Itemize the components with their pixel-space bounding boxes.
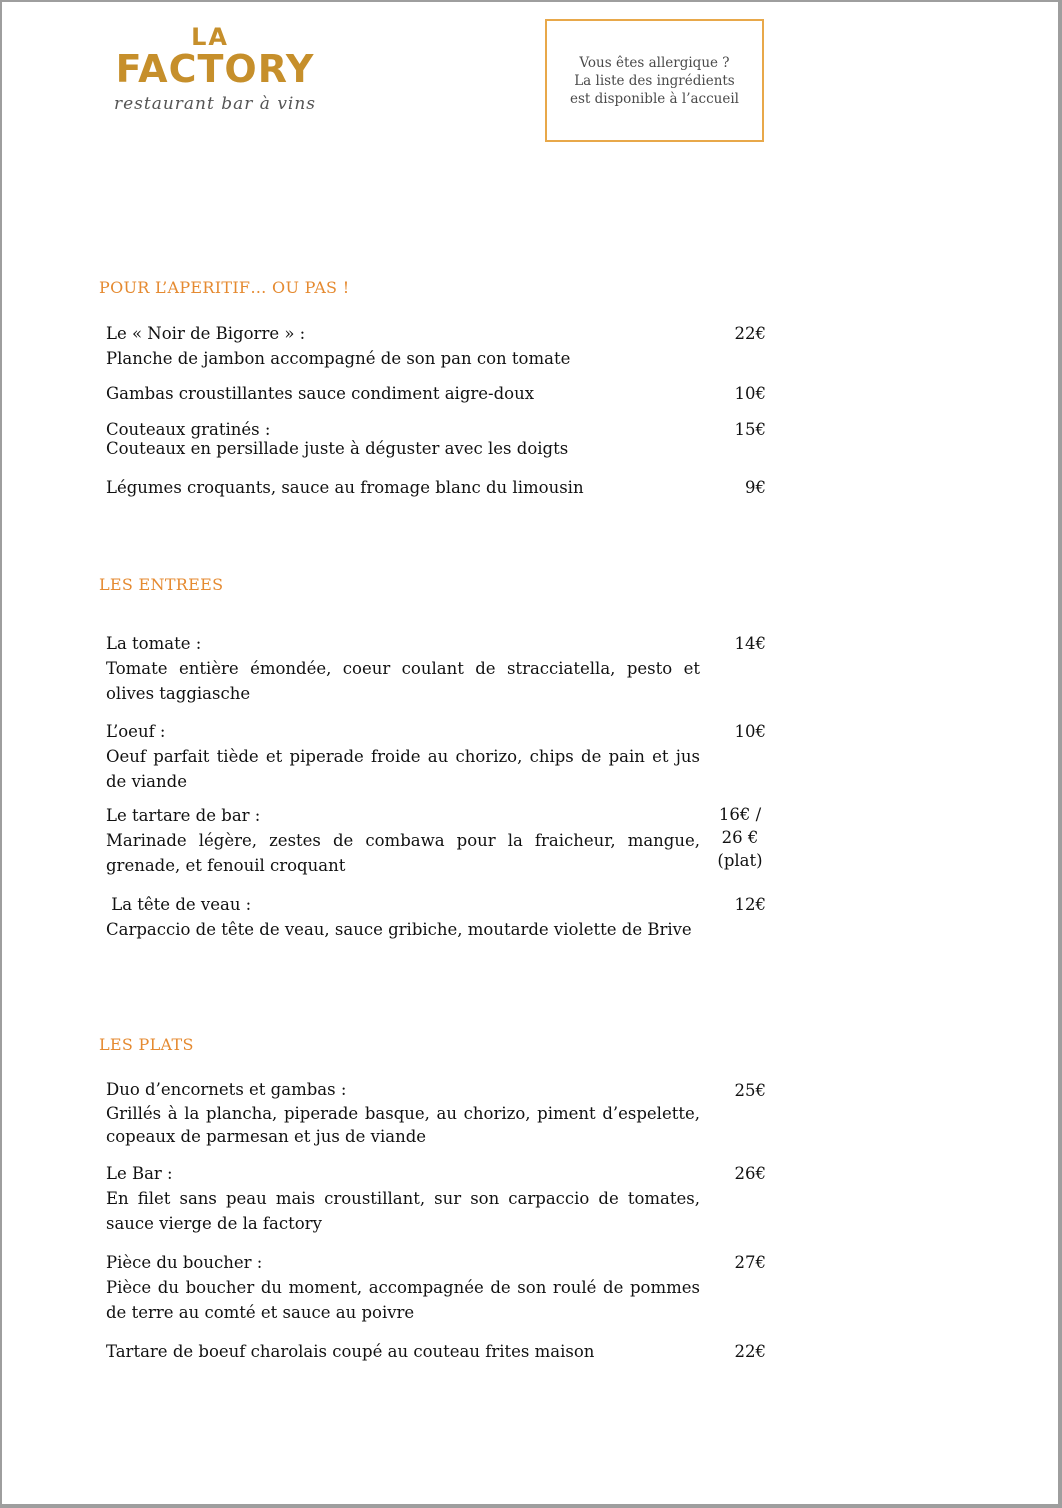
item-price: 12€ — [734, 895, 766, 914]
item-price: 14€ — [734, 634, 766, 653]
item-description: Couteaux en persillade juste à déguster avec les doigts — [106, 439, 569, 458]
item-price: 27€ — [734, 1253, 766, 1272]
item-description: Oeuf parfait tiède et piperade froide au chorizo, chips de pain et jus de viande — [106, 747, 700, 791]
menu-item — [106, 475, 766, 500]
item-description: Planche de jambon accompagné de son pan con tomate — [106, 349, 571, 368]
item-name: Pièce du boucher : — [106, 1253, 263, 1272]
item-price: 25€ — [734, 1081, 766, 1100]
item-description: Pièce du boucher du moment, accompagnée de son roulé de pommes de terre au comté et sauce au poivre — [106, 1278, 700, 1322]
item-price — [710, 803, 770, 872]
allergy-notice-line: La liste des ingrédients — [574, 72, 735, 89]
restaurant-logo — [102, 24, 328, 126]
item-name: Légumes croquants, sauce au fromage blanc du limousin — [106, 478, 584, 497]
item-name: Couteaux gratinés : — [106, 420, 271, 439]
allergy-notice — [545, 19, 764, 142]
item-name: Duo d’encornets et gambas : — [106, 1080, 347, 1099]
item-description: Tomate entière émondée, coeur coulant de stracciatella, pesto et olives taggiasche — [106, 659, 700, 703]
allergy-notice-line: est disponible à l’accueil — [570, 90, 739, 107]
item-name: Gambas croustillantes sauce condiment aigre-doux — [106, 384, 535, 403]
item-name: Le « Noir de Bigorre » : — [106, 324, 306, 343]
logo-line-2: FACTORY — [115, 47, 315, 91]
menu-item — [106, 892, 766, 942]
menu-item — [106, 381, 766, 406]
logo-line-1: LA — [191, 23, 229, 51]
section-title-plats: LES PLATS — [99, 1035, 194, 1054]
item-price: 22€ — [734, 1342, 766, 1361]
item-price: 10€ — [734, 722, 766, 741]
menu-item — [106, 803, 766, 878]
menu-page — [2, 2, 1058, 1504]
item-description: Marinade légère, zestes de combawa pour la fraicheur, mangue, grenade, et fenouil croquant — [106, 831, 700, 875]
section-title-aperitif: POUR L’APERITIF… OU PAS ! — [99, 278, 350, 297]
allergy-notice-line: Vous êtes allergique ? — [579, 54, 730, 71]
menu-item — [106, 1250, 766, 1325]
item-description: En filet sans peau mais croustillant, sur son carpaccio de tomates, sauce vierge de la factory — [106, 1189, 700, 1233]
menu-item — [106, 1161, 766, 1236]
menu-item — [106, 420, 766, 458]
item-price-line: 16€ / — [718, 805, 762, 824]
item-name: Le Bar : — [106, 1164, 173, 1183]
menu-item — [106, 631, 766, 706]
menu-item — [106, 1078, 766, 1149]
section-title-entrees: LES ENTREES — [99, 575, 224, 594]
item-price: 22€ — [734, 324, 766, 343]
menu-item — [106, 719, 766, 794]
item-description: Carpaccio de tête de veau, sauce gribiche, moutarde violette de Brive — [106, 920, 692, 939]
logo-tagline: restaurant bar à vins — [113, 94, 317, 114]
item-name: L’oeuf : — [106, 722, 166, 741]
item-price-line: 26 € — [721, 828, 759, 847]
item-description: Grillés à la plancha, piperade basque, au chorizo, piment d’espelette, copeaux de parmesan et jus de viande — [106, 1103, 700, 1146]
item-price-line: (plat) — [717, 851, 763, 870]
item-price: 26€ — [734, 1164, 766, 1183]
item-name: La tête de veau : — [106, 895, 252, 914]
menu-item — [106, 1339, 766, 1364]
item-name: La tomate : — [106, 634, 202, 653]
item-price: 15€ — [734, 420, 766, 439]
item-name: Tartare de boeuf charolais coupé au couteau frites maison — [106, 1342, 595, 1361]
item-price: 10€ — [734, 384, 766, 403]
item-name: Le tartare de bar : — [106, 806, 261, 825]
item-price: 9€ — [745, 478, 766, 497]
menu-item — [106, 321, 766, 371]
